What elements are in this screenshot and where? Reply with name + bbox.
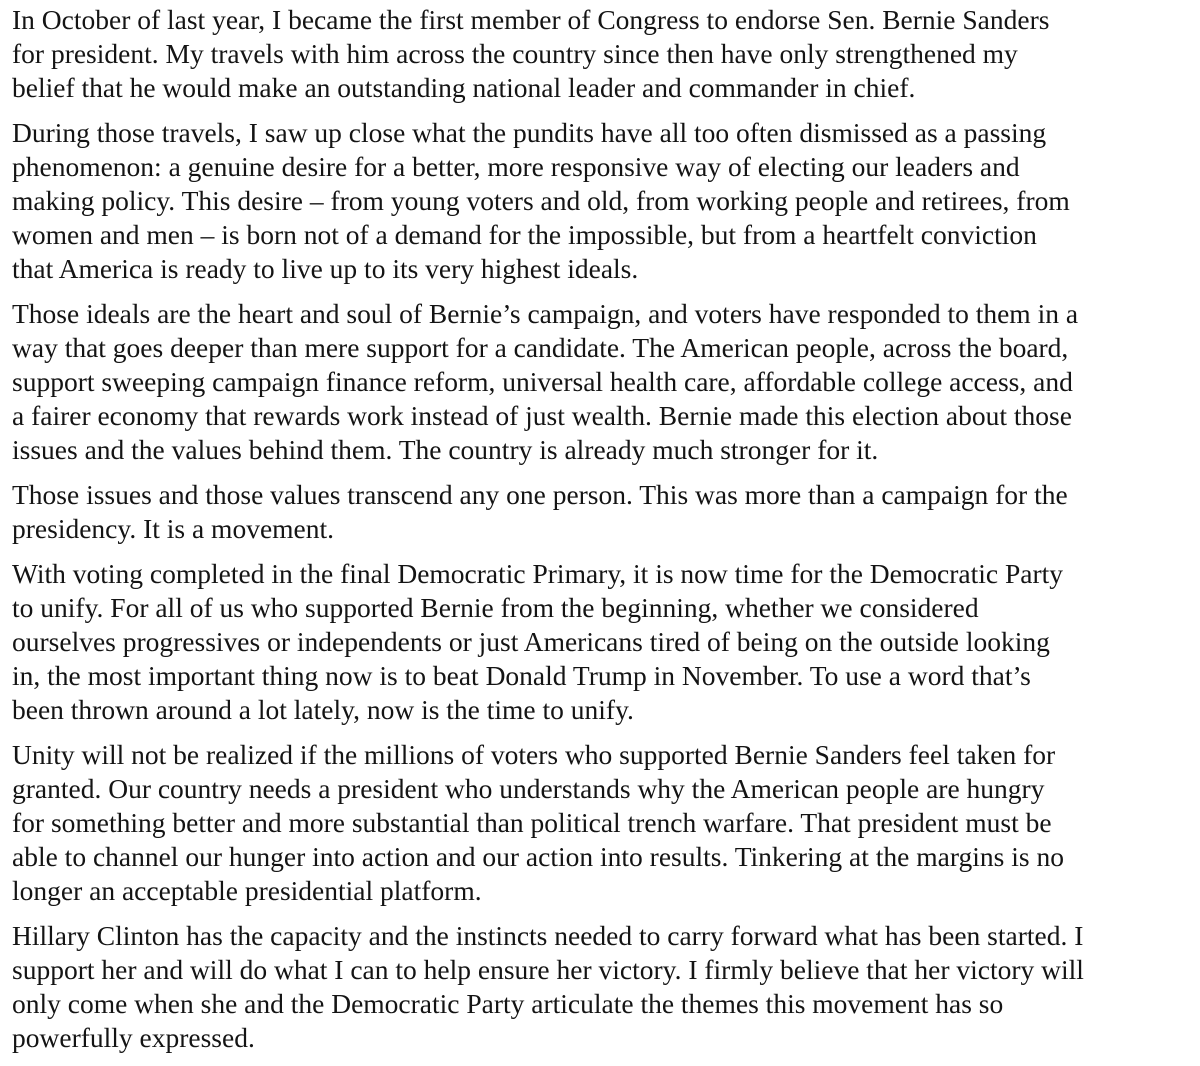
text-line: way that goes deeper than mere support for a candidate. The American people, across the board, — [12, 332, 1069, 363]
text-line: In October of last year, I became the first member of Congress to endorse Sen. Bernie Sanders — [12, 4, 1050, 35]
text-line: Those issues and those values transcend any one person. This was more than a campaign for the — [12, 479, 1068, 510]
paragraph-unify — [12, 557, 1194, 727]
text-line: granted. Our country needs a president who understands why the American people are hungry — [12, 773, 1045, 804]
paragraph-unity — [12, 738, 1194, 908]
text-line: support her and will do what I can to help ensure her victory. I firmly believe that her victory will — [12, 954, 1084, 985]
text-line: powerfully expressed. — [12, 1022, 255, 1053]
text-line: that America is ready to live up to its very highest ideals. — [12, 253, 639, 284]
text-line: issues and the values behind them. The country is already much stronger for it. — [12, 434, 879, 465]
text-line: a fairer economy that rewards work instead of just wealth. Bernie made this election about those — [12, 400, 1072, 431]
text-line: women and men – is born not of a demand for the impossible, but from a heartfelt conviction — [12, 219, 1037, 250]
paragraph-movement — [12, 478, 1194, 546]
paragraph-travels — [12, 116, 1194, 286]
text-line: ourselves progressives or independents or just Americans tired of being on the outside looking — [12, 626, 1050, 657]
text-line: making policy. This desire – from young voters and old, from working people and retirees, from — [12, 185, 1070, 216]
text-line: During those travels, I saw up close what the pundits have all too often dismissed as a passing — [12, 117, 1047, 148]
text-line: been thrown around a lot lately, now is the time to unify. — [12, 694, 634, 725]
text-line: belief that he would make an outstanding national leader and commander in chief. — [12, 72, 916, 103]
text-line: phenomenon: a genuine desire for a better, more responsive way of electing our leaders and — [12, 151, 1020, 182]
text-line: longer an acceptable presidential platform. — [12, 875, 482, 906]
paragraph-ideals — [12, 297, 1194, 467]
text-line: able to channel our hunger into action and our action into results. Tinkering at the margins is no — [12, 841, 1064, 872]
text-line: for something better and more substantial than political trench warfare. That president must be — [12, 807, 1052, 838]
text-line: presidency. It is a movement. — [12, 513, 335, 544]
text-line: only come when she and the Democratic Party articulate the themes this movement has so — [12, 988, 1004, 1019]
text-line: With voting completed in the final Democratic Primary, it is now time for the Democratic Party — [12, 558, 1063, 589]
text-line: Hillary Clinton has the capacity and the instincts needed to carry forward what has been started. I — [12, 920, 1084, 951]
paragraph-endorsement — [12, 3, 1194, 105]
paragraph-clinton — [12, 919, 1194, 1055]
statement-document — [12, 3, 1194, 1066]
text-line: Unity will not be realized if the millions of voters who supported Bernie Sanders feel taken for — [12, 739, 1056, 770]
text-line: to unify. For all of us who supported Bernie from the beginning, whether we considered — [12, 592, 979, 623]
text-line: Those ideals are the heart and soul of Bernie’s campaign, and voters have responded to them in a — [12, 298, 1079, 329]
text-line: support sweeping campaign finance reform, universal health care, affordable college access, and — [12, 366, 1073, 397]
text-line: for president. My travels with him across the country since then have only strengthened my — [12, 38, 1018, 69]
text-line: in, the most important thing now is to beat Donald Trump in November. To use a word that’s — [12, 660, 1031, 691]
